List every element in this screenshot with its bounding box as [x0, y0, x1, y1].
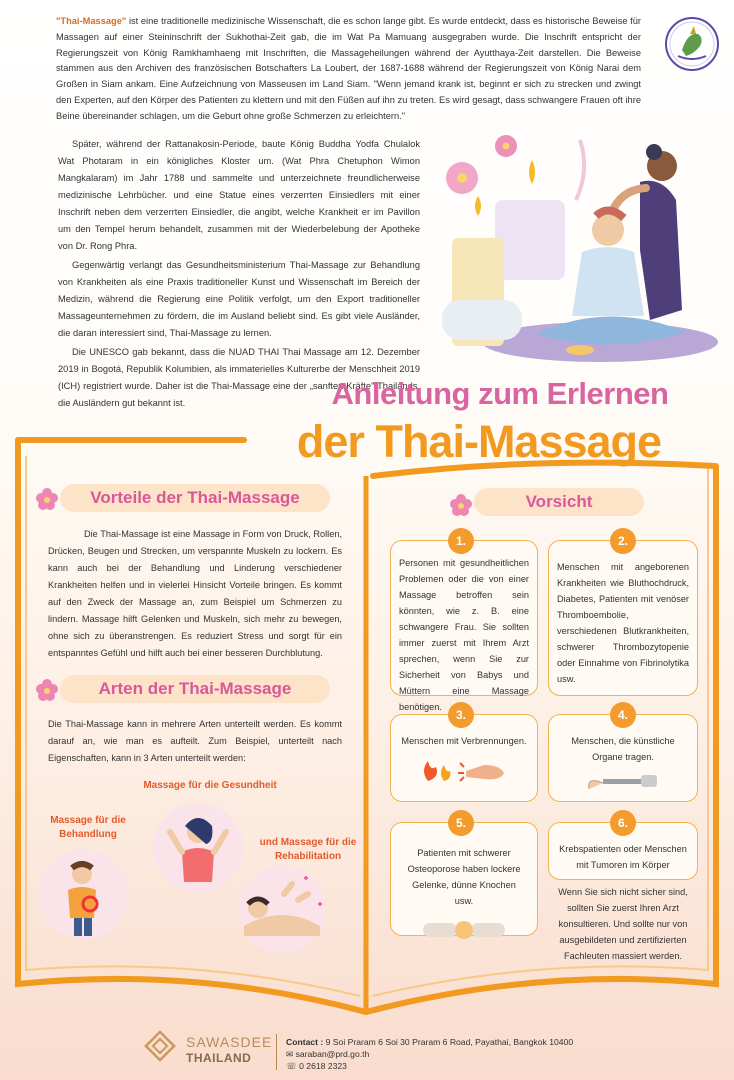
caution-card-5 — [390, 822, 538, 936]
intro-paragraph — [56, 14, 641, 125]
email-icon: ✉ — [286, 1049, 294, 1059]
flower-icon — [36, 679, 58, 701]
benefits-text: Die Thai-Massage ist eine Massage in Form von Druck, Rollen, Drücken, Beugen und Strecken, um verspannte Muskeln zu lockern. Es kann auch bei der Behandlung und Linderung verschiedener Krankheiten helfen und in vielerlei Hinsicht Vorteile bringen. Es kommt auf den Zweck der Massage an, zum Beispiel um Schmerzen zu lindern. Massage hilft Gelenken und Muskeln, sich mehr zu bewegen, ohne sich zu überanstrengen. Es reduziert Stress und sorgt für ein entspanntes Gefühl und hilft auch bei einer besseren Durchblutung. — [48, 529, 342, 658]
contact-line — [286, 1036, 686, 1048]
caution-note: Wenn Sie sich nicht sicher sind, sollten Sie zuerst Ihren Arzt konsultieren. Und sollte nur von ausgebildeten und zertifizierten Fachleuten massiert werden. — [558, 887, 688, 961]
joint-icon — [419, 917, 509, 943]
health-illustration — [152, 802, 244, 894]
prosthetic-leg-icon — [583, 767, 663, 793]
contact-phone[interactable]: 0 2618 2323 — [299, 1061, 347, 1071]
benefits-heading: Vorteile der Thai-Massage — [60, 484, 330, 512]
emblem-logo — [664, 16, 720, 72]
caution-badge-2: 2. — [610, 528, 636, 554]
treatment-illustration — [38, 848, 130, 940]
caution-text-1: Personen mit gesundheitlichen Problemen oder die von einer Massage betroffen sein könnten, wie z. B. eine schwangere Frau. Sie sollten immer zuerst mit Ihrem Arzt sprechen, wenn Sie zur Sicherheit von Babys und Müttern eine Massage benötigen. — [399, 558, 529, 712]
flower-icon — [450, 494, 472, 516]
type-health-label: Massage für die Gesundheit — [143, 780, 277, 791]
caution-text-5: Patienten mit schwerer Osteoporose haben lockere Gelenke, dünne Knochen usw. — [407, 848, 521, 906]
phone-line — [286, 1060, 686, 1072]
caution-text-3: Menschen mit Verbrennungen. — [401, 736, 527, 746]
type-rehab-label: und Massage für die Rehabilitation — [259, 837, 357, 862]
contact-email[interactable]: saraban@prd.go.th — [295, 1049, 370, 1059]
types-text: Die Thai-Massage kann in mehrere Arten unterteilt werden. Es kommt darauf an, wie man es aufteilt. Zum Beispiel, unterteilt nach Eigenschaften, kann in 3 Arten unterteilt werden: — [48, 719, 342, 763]
caution-badge-1: 1. — [448, 528, 474, 554]
type-treatment-label: Massage für die Behandlung — [50, 815, 126, 840]
caution-badge-6: 6. — [610, 810, 636, 836]
caution-heading: Vorsicht — [474, 488, 644, 516]
rehab-illustration — [234, 864, 330, 954]
footer-divider — [276, 1034, 277, 1070]
brand-name-1: SAWASDEE — [186, 1034, 273, 1050]
massage-illustration — [440, 120, 734, 370]
caution-badge-3: 3. — [448, 702, 474, 728]
brand-logo — [140, 1026, 180, 1066]
caution-text-4: Menschen, die künstliche Organe tragen. — [571, 736, 675, 762]
burn-icon — [414, 755, 514, 785]
main-title-line2: der Thai-Massage — [296, 416, 662, 467]
caution-text-2: Menschen mit angeborenen Krankheiten wie Bluthochdruck, Diabetes, Patienten mit venöser Thromboembolie, verschiedenen Blutkrankheiten, schwerer Thrombozytopenie oder Einnahme von Fibrinolytika usw. — [557, 562, 689, 684]
history-paragraph-3: Die UNESCO gab bekannt, dass die NUAD THAI Thai Massage am 12. Dezember 2019 in Bogotá, Republik Kolumbien, als immaterielles Kulturerbe der Menschheit 2019 (ICH) registriert wurde. Daher ist die Thai-Massage eine der „sanften Kräfte" Thailands, die Ausländern gut bekannt ist. — [58, 347, 420, 408]
intro-text: ist eine traditionelle medizinische Wissenschaft, die es schon lange gibt. Es wurde entdeckt, dass es historische Beweise für Massagen auf einer Steininschrift der Sukhothai-Zeit gab, die im Wat Pa Mamuang ausgegraben wurde. Die Inschrift entspricht der Regierungszeit von König Ramkhamhaeng mit Inschriften, die Massageheilungen während der Ayutthaya-Zeit darstellen. Die Beweise stammen aus den Archiven des französischen Botschafters La Loubert, der 1687-1688 während der Regierungszeit von König Narai dem Großen in Siam ankam. Eine Aufzeichnung von Masseusen im Land Siam. "Wenn jemand krank ist, beginnt er sich zu strecken und zwingt den Experten, auf den Körper des Patienten zu klettern und mit den Füßen auf ihn zu treten. Es wird gesagt, dass schwangere Frauen oft ihre Beine übereinander schlagen, um die Geburt ohne große Schmerzen zu erleichtern." — [56, 16, 641, 121]
main-title-line1: Anleitung zum Erlernen — [331, 376, 669, 411]
history-paragraph-1: Später, während der Rattanakosin-Periode, baute König Buddha Yodfa Chulalok Wat Photaram in ein königliches Kloster um. (Wat Phra Chetuphon Wimon Mangkalaram) im Jahr 1788 und sammelte und unterzeichnete freundlicherweise medizinische Lehrbücher. und eine Statue eines verzerrten Einsiedlers mit einer Inschrift neben dem verzerrten Einsiedler, die angibt, welche Krankheit er im Pavillon um den Tempel herum behandelt, zusammen mit der Wiederbelebung der Apotheke von Dr. Rong Phra. — [58, 139, 420, 251]
types-heading: Arten der Thai-Massage — [60, 675, 330, 703]
contact-label: Contact : — [286, 1037, 324, 1047]
intro-highlight: "Thai-Massage" — [56, 16, 127, 26]
caution-card-1 — [390, 540, 538, 712]
history-paragraph-2: Gegenwärtig verlangt das Gesundheitsministerium Thai-Massage zur Behandlung von Krankheiten als eine Praxis traditioneller Kunst und Wissenschaft im Bereich der Medizin, während die Regierung eine Politik verfolgt, um den Export traditioneller Massageunternehmen zu fördern, die im Ausland beliebt sind. Es gibt viele Ausländer, die daran interessiert sind, Thai-Massage zu lernen. — [58, 260, 420, 338]
phone-icon: ☏ — [286, 1061, 297, 1071]
caution-card-2 — [548, 540, 698, 696]
email-line — [286, 1048, 686, 1060]
caution-badge-4: 4. — [610, 702, 636, 728]
caution-text-6: Krebspatienten oder Menschen mit Tumoren im Körper — [559, 844, 687, 870]
footer-contact — [286, 1036, 686, 1072]
contact-address: 9 Soi Praram 6 Soi 30 Praram 6 Road, Payathai, Bangkok 10400 — [325, 1037, 574, 1047]
history-section — [58, 136, 420, 412]
caution-badge-5: 5. — [448, 810, 474, 836]
brand-name-2: THAILAND — [186, 1051, 252, 1065]
flower-icon — [36, 488, 58, 510]
